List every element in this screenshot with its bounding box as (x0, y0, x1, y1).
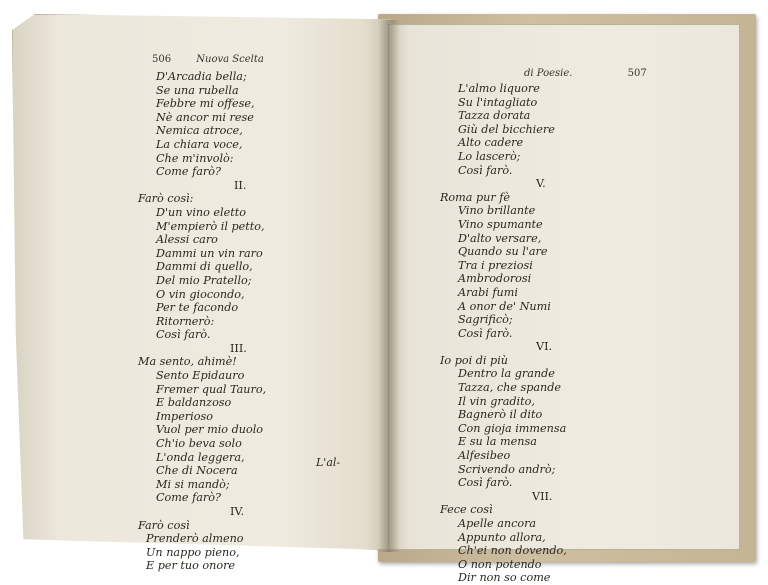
left-page-header (152, 54, 264, 65)
verse-line: Ritornerò: (156, 314, 215, 328)
verse-line: D'alto versare, (458, 231, 542, 245)
verse-line: Tazza dorata (458, 109, 531, 123)
right-page-text (440, 82, 567, 585)
right-running-head: di Poesie. (524, 68, 573, 79)
verse-line: Vino brillante (458, 204, 536, 218)
verse-line: Dir non so come (458, 571, 551, 585)
left-page-number: 506 (152, 54, 172, 65)
verse-line: E su la mensa (458, 435, 537, 449)
verse-line: Così farò. (458, 163, 513, 177)
verse-line: E per tuo onore (146, 559, 236, 573)
left-running-head: Nuova Scelta (196, 54, 264, 65)
book-gutter (378, 20, 400, 552)
verse-line: Farò così (138, 518, 190, 532)
verse-line: Così farò. (458, 326, 513, 340)
verse-line: E baldanzoso (156, 396, 232, 410)
verse-line: Vino spumante (458, 217, 543, 231)
verse-line: Come farò? (156, 165, 221, 179)
verse-line: Sagrificò; (458, 313, 513, 327)
verse-line: Vuol per mio duolo (156, 423, 264, 437)
right-page-number: 507 (627, 68, 647, 79)
verse-line: Del mio Pratello; (156, 273, 252, 287)
verse-line: Sento Epidauro (156, 369, 245, 383)
verse-line: Prenderò almeno (146, 532, 244, 546)
verse-line: Imperioso (156, 409, 213, 423)
verse-line: Io poi di più (440, 353, 508, 367)
verse-line: L'onda leggera, (156, 450, 245, 464)
verse-line: L'almo liquore (458, 82, 540, 95)
stanza-number: III. (230, 341, 247, 355)
verse-line: Ch'ei non dovendo, (458, 544, 567, 558)
verse-line: Che di Nocera (156, 464, 238, 478)
verse-line: Un nappo pieno, (146, 545, 240, 559)
stanza-number: II. (234, 178, 247, 192)
verse-line: Alto cadere (458, 136, 524, 150)
verse-line: M'empierò il petto, (156, 219, 265, 233)
verse-line: Appunto allora, (458, 530, 546, 544)
verse-line: La chiara voce, (156, 137, 243, 151)
verse-line: Apelle ancora (458, 517, 537, 530)
verse-line: Se una rubella (156, 83, 239, 97)
verse-line: Su l'intagliato (458, 95, 538, 109)
verse-line: Così farò. (458, 476, 513, 490)
verse-line: Alfesibeo (458, 449, 511, 463)
verse-line: Fremer qual Tauro, (156, 382, 267, 396)
right-page-header (524, 68, 647, 79)
verse-line: Giù del bicchiere (458, 122, 555, 136)
stanza-number: VII. (532, 489, 553, 503)
stanza-number: V. (536, 177, 546, 191)
verse-line: A onor de' Numi (458, 299, 551, 313)
verse-line: Il vin gradito, (458, 394, 535, 408)
verse-line: Come farò? (156, 491, 221, 505)
verse-line: Per te facondo (156, 301, 239, 315)
verse-line: Febbre mi offese, (156, 97, 255, 111)
verse-line: Ambrodorosi (458, 272, 532, 286)
verse-line: Lo lascerò; (458, 149, 521, 163)
verse-line: Tazza, che spande (458, 381, 562, 395)
verse-line: Arabi fumi (458, 285, 518, 299)
verse-line: Che m'involò: (156, 151, 234, 165)
verse-line: Ch'io beva solo (156, 437, 242, 451)
verse-line: D'Arcadia bella; (156, 70, 247, 83)
verse-line: Mi si mandò; (156, 477, 230, 491)
verse-line: O non potendo (458, 557, 542, 571)
verse-line: O vin giocondo, (156, 287, 245, 301)
verse-line: Ma sento, ahimè! (138, 355, 237, 369)
verse-line: Dammi un vin raro (156, 246, 263, 260)
left-catchword: L'al- (316, 456, 341, 469)
verse-line: Nè ancor mi rese (156, 110, 254, 124)
verse-line: Dentro la grande (458, 367, 555, 381)
verse-line: Alessi caro (156, 233, 218, 247)
verse-line: Quando su l'are (458, 245, 548, 259)
left-page-text (138, 70, 266, 573)
verse-line: Tra i preziosi (458, 258, 533, 272)
verse-line: Bagnerò il dito (458, 408, 543, 422)
verse-line: D'un vino eletto (156, 205, 246, 219)
stanza-number: VI. (536, 340, 553, 354)
verse-line: Dammi di quello, (156, 260, 253, 274)
verse-line: Fece così (440, 503, 493, 517)
verse-line: Con gioja immensa (458, 421, 567, 435)
verse-line: Scrivendo andrò; (458, 462, 556, 476)
verse-line: Così farò. (156, 328, 211, 342)
verse-line: Roma pur fè (440, 190, 511, 204)
stanza-number: IV. (230, 505, 245, 518)
verse-line: Nemica atroce, (156, 124, 243, 138)
verse-line: Farò così: (138, 192, 194, 206)
